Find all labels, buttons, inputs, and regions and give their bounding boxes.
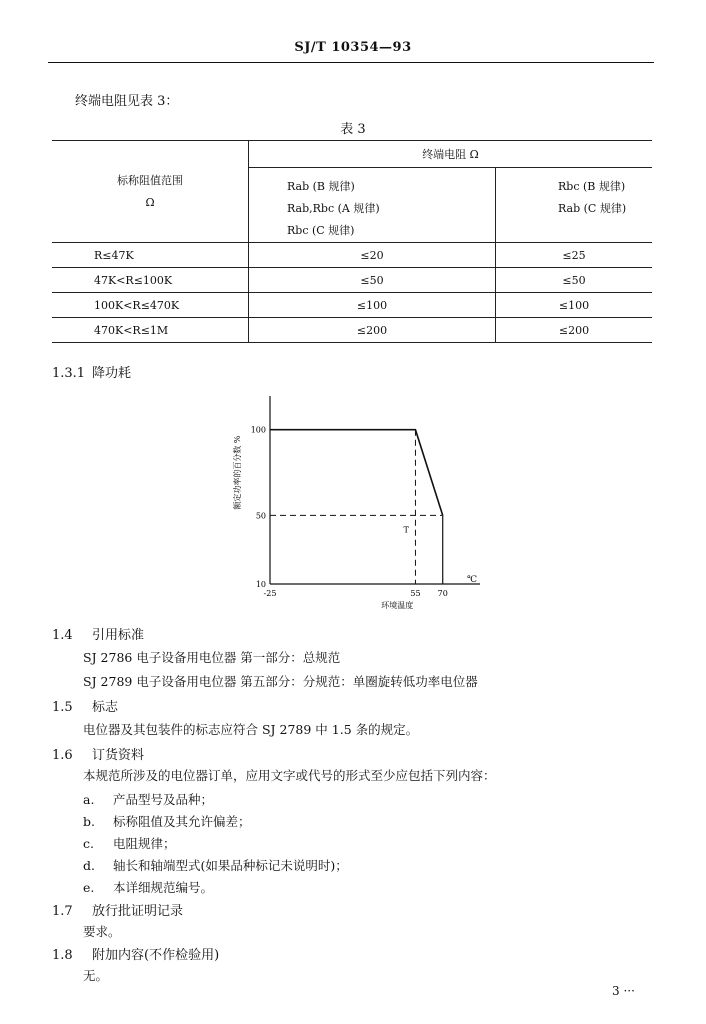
right-header-line: Rbc (B 规律)	[558, 180, 626, 193]
value-cell: ≤20	[249, 243, 496, 268]
terminal-resistance-table	[52, 140, 652, 343]
terminal-resistance-group-header: 终端电阻 Ω	[249, 141, 653, 168]
section-title: 放行批证明记录	[92, 904, 184, 919]
reference-item: SJ 2789 电子设备用电位器 第五部分：分规范：单圈旋转低功率电位器	[83, 674, 478, 689]
list-item	[83, 856, 348, 874]
list-text: 电阻规律；	[113, 836, 176, 851]
section-title: 引用标准	[92, 628, 145, 643]
right-header-line: Rab (C 规律)	[558, 202, 627, 215]
x-tick-label: 55	[410, 589, 421, 598]
right-column-header	[496, 168, 653, 243]
section-title: 标志	[92, 700, 119, 715]
mid-header-line: Rbc (C 规律)	[287, 224, 355, 237]
table-row	[52, 293, 652, 318]
list-mark: e.	[83, 880, 95, 895]
section-number: 1.6	[52, 748, 73, 763]
table-row	[52, 243, 652, 268]
x-axis-title: 环境温度	[381, 601, 414, 610]
range-header	[52, 141, 249, 243]
section-title: 降功耗	[92, 366, 132, 381]
list-mark: a.	[83, 792, 95, 807]
value-cell: ≤50	[496, 268, 653, 293]
list-item	[83, 812, 251, 830]
list-text: 本详细规范编号。	[113, 880, 214, 895]
value-cell: ≤100	[496, 293, 653, 318]
list-mark: d.	[83, 858, 95, 873]
range-cell: R≤47K	[52, 243, 249, 268]
section-1-3-1	[52, 362, 131, 381]
intro-text: 终端电阻见表 3：	[75, 94, 179, 109]
list-item	[83, 878, 213, 896]
value-cell: ≤50	[249, 268, 496, 293]
y-tick-label: 10	[255, 580, 266, 589]
section-1-8	[52, 944, 219, 963]
list-item	[83, 834, 176, 852]
section-1-6	[52, 744, 144, 763]
x-tick-label: -25	[263, 589, 277, 598]
x-axis-unit: ℃	[466, 575, 478, 585]
y-axis-title: 额定功率的百分数 %	[233, 435, 242, 510]
table-caption: 表 3	[340, 122, 366, 137]
range-header-label: 标称阻值范围	[117, 173, 183, 187]
range-header-unit: Ω	[145, 195, 155, 209]
section-number: 1.4	[52, 628, 73, 643]
section-1-5	[52, 696, 118, 715]
release-text: 要求。	[83, 924, 121, 939]
additional-text: 无。	[83, 968, 109, 983]
header-rule	[48, 62, 654, 63]
section-number: 1.3.1	[52, 366, 86, 381]
range-cell: 47K<R≤100K	[52, 268, 249, 293]
list-item	[83, 790, 213, 808]
section-number: 1.7	[52, 904, 73, 919]
document-header: SJ/T 10354—93	[294, 40, 412, 55]
table-row	[52, 268, 652, 293]
reference-item: SJ 2786 电子设备用电位器 第一部分：总规范	[83, 650, 341, 665]
section-1-4	[52, 624, 144, 643]
section-1-7	[52, 900, 183, 919]
list-text: 标称阻值及其允许偏差；	[113, 814, 251, 829]
value-cell: ≤25	[496, 243, 653, 268]
chart-annotation: T	[403, 525, 409, 535]
section-number: 1.8	[52, 948, 73, 963]
derating-curve	[270, 430, 443, 516]
page-number: 3 ···	[612, 984, 635, 998]
value-cell: ≤200	[496, 318, 653, 343]
section-number: 1.5	[52, 700, 73, 715]
ordering-text: 本规范所涉及的电位器订单，应用文字或代号的形式至少应包括下列内容：	[83, 768, 496, 783]
marking-text: 电位器及其包装件的标志应符合 SJ 2789 中 1.5 条的规定。	[83, 722, 419, 737]
derating-chart	[220, 372, 490, 612]
y-tick-label: 100	[250, 425, 266, 435]
mid-header-line: Rab (B 规律)	[287, 180, 355, 193]
range-cell: 100K<R≤470K	[52, 293, 249, 318]
value-cell: ≤100	[249, 293, 496, 318]
list-text: 轴长和轴端型式(如果品种标记未说明时)；	[113, 858, 348, 873]
list-text: 产品型号及品种；	[113, 792, 214, 807]
list-mark: c.	[83, 836, 94, 851]
x-tick-label: 70	[437, 589, 448, 598]
section-title: 订货资料	[92, 748, 145, 763]
table-row	[52, 318, 652, 343]
range-cell: 470K<R≤1M	[52, 318, 249, 343]
section-title: 附加内容(不作检验用)	[92, 948, 220, 963]
list-mark: b.	[83, 814, 95, 829]
value-cell: ≤200	[249, 318, 496, 343]
y-tick-label: 50	[255, 511, 266, 521]
mid-header-line: Rab,Rbc (A 规律)	[287, 202, 380, 215]
mid-column-header	[249, 168, 496, 243]
